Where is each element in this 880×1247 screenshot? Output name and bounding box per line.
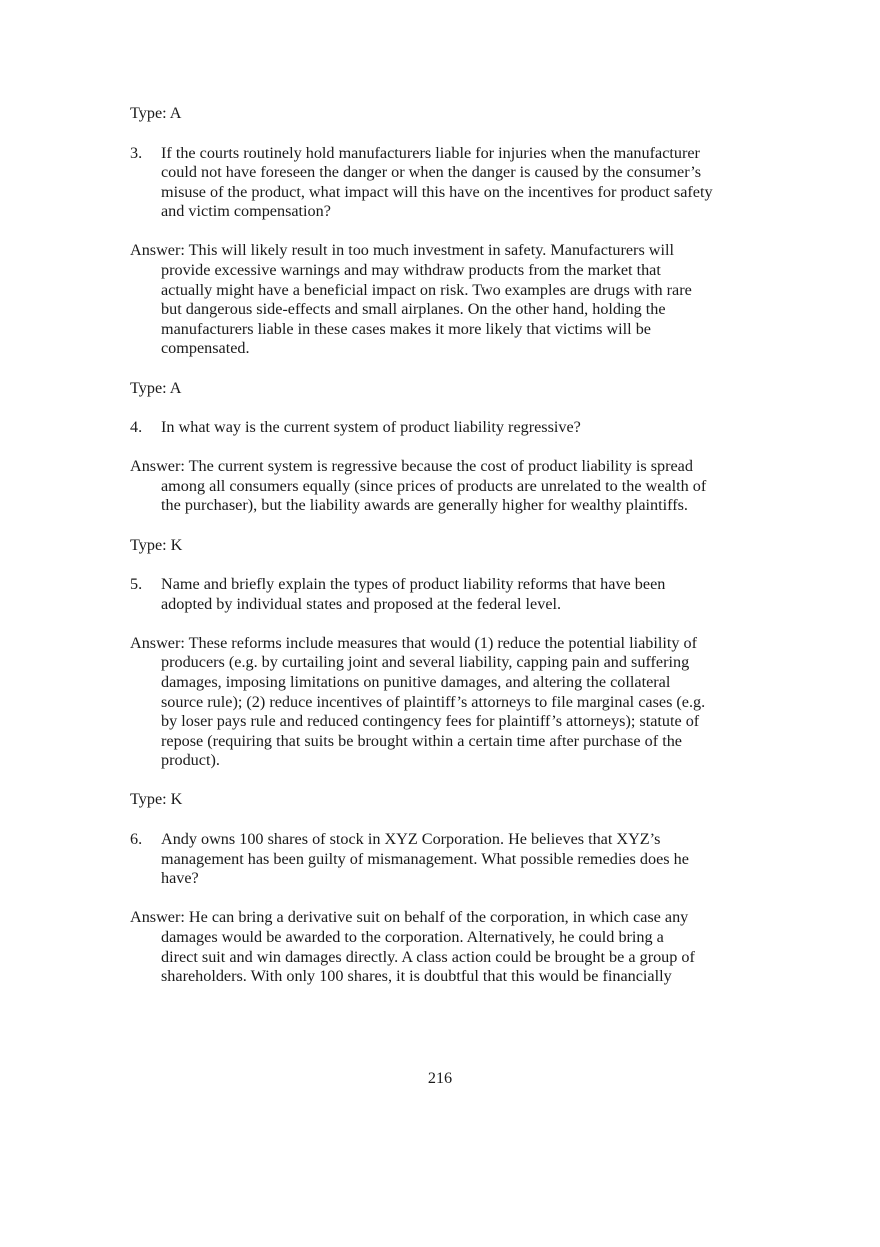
question-text-line: and victim compensation? [161,202,331,221]
question-text-line: In what way is the current system of product liability regressive? [161,418,581,437]
answer-text-line: damages would be awarded to the corporation. Alternatively, he could bring a [161,927,664,946]
question-text-line: have? [161,869,199,888]
answer-text-line: provide excessive warnings and may withdraw products from the market that [161,261,661,280]
question-6 [130,830,755,889]
answer-text-line: Answer: The current system is regressive because the cost of product liability is spread [130,457,693,476]
answer-text-line: Answer: This will likely result in too much investment in safety. Manufacturers will [130,241,674,260]
question-number: 4. [130,418,143,437]
answer-4 [130,457,755,516]
page-body [130,104,755,1006]
answer-5 [130,634,755,771]
answer-text-line: Answer: These reforms include measures that would (1) reduce the potential liability of [130,633,697,652]
question-3 [130,144,755,222]
question-text-line: If the courts routinely hold manufacturers liable for injuries when the manufacturer [161,143,700,162]
answer-3 [130,241,755,359]
answer-text-line: manufacturers liable in these cases makes it more likely that victims will be [161,319,651,338]
answer-text-line: producers (e.g. by curtailing joint and several liability, capping pain and suffering [161,653,690,672]
answer-text-line: shareholders. With only 100 shares, it is doubtful that this would be financially [161,967,672,986]
type-label: Type: K [130,790,183,809]
question-text-line: Andy owns 100 shares of stock in XYZ Corporation. He believes that XYZ’s [161,830,661,849]
type-label: Type: K [130,535,183,554]
question-number: 6. [130,830,143,849]
question-number: 5. [130,575,143,594]
answer-text-line: Answer: He can bring a derivative suit on behalf of the corporation, in which case any [130,908,689,927]
question-text-line: could not have foreseen the danger or when the danger is caused by the consumer’s [161,163,701,182]
question-4 [130,418,755,438]
answer-text-line: among all consumers equally (since prices of products are unrelated to the wealth of [161,476,707,495]
answer-6 [130,908,755,986]
question-number: 3. [130,143,143,162]
answer-text-line: product). [161,751,220,770]
question-text-line: management has been guilty of mismanagement. What possible remedies does he [161,849,689,868]
answer-text-line: damages, imposing limitations on punitive damages, and altering the collateral [161,672,671,691]
answer-text-line: by loser pays rule and reduced contingency fees for plaintiff’s attorneys); statute of [161,712,700,731]
question-5 [130,575,755,614]
answer-text-line: direct suit and win damages directly. A class action could be brought be a group of [161,947,695,966]
answer-text-line: source rule); (2) reduce incentives of plaintiff’s attorneys to file marginal cases (e.g. [161,692,706,711]
answer-text-line: but dangerous side-effects and small airplanes. On the other hand, holding the [161,300,666,319]
answer-text-line: the purchaser), but the liability awards are generally higher for wealthy plaintiffs. [161,496,688,515]
question-text-line: adopted by individual states and proposed at the federal level. [161,594,562,613]
type-label: Type: A [130,378,182,397]
page-number: 216 [427,1069,453,1087]
question-text-line: Name and briefly explain the types of product liability reforms that have been [161,575,666,594]
answer-text-line: compensated. [161,339,250,358]
type-label: Type: A [130,104,182,122]
question-text-line: misuse of the product, what impact will this have on the incentives for product safety [161,182,713,201]
answer-text-line: repose (requiring that suits be brought within a certain time after purchase of the [161,731,682,750]
answer-text-line: actually might have a beneficial impact on risk. Two examples are drugs with rare [161,280,692,299]
